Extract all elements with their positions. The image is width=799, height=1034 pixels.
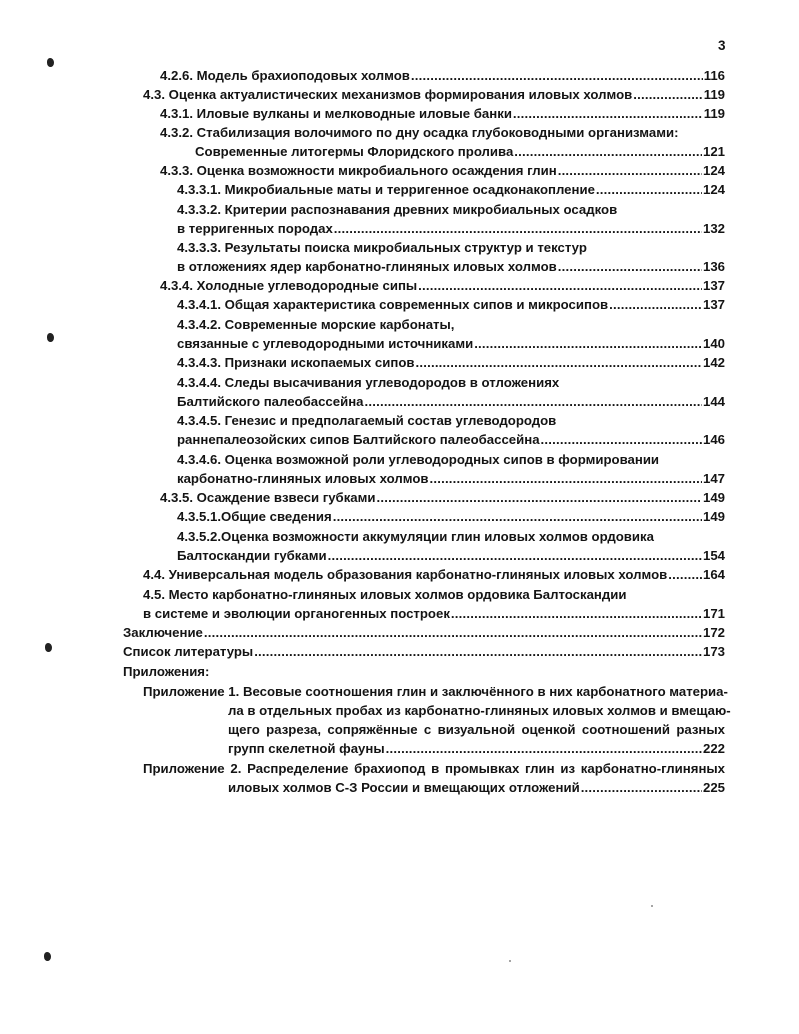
toc-entry-text[interactable]: 4.3.3.2. Критерии распознавания древних микробиальных осадков — [177, 202, 618, 217]
leader-dots — [254, 642, 702, 661]
dust-speck — [651, 905, 653, 907]
punch-hole-mark — [45, 643, 52, 652]
leader-dots — [514, 142, 702, 161]
leader-dots — [558, 161, 702, 180]
toc-entry[interactable]: Заключение ..... 172 — [123, 623, 725, 642]
punch-hole-mark — [44, 952, 51, 961]
appendices-heading: Приложения: — [123, 664, 210, 679]
leader-dots — [429, 469, 702, 488]
leader-dots — [204, 623, 702, 642]
leader-dots — [328, 546, 702, 565]
leader-dots — [668, 565, 702, 584]
appendix-1-line[interactable]: Приложение 1. Весовые соотношения глин и заключённого в них карбонатного материа- — [143, 684, 728, 699]
toc-entry[interactable]: групп скелетной фауны ..... 222 — [228, 739, 725, 758]
toc-entry[interactable]: в системе и эволюции органогенных построек ..... 171 — [143, 604, 725, 623]
appendix-1-line[interactable]: ла в отдельных пробах из карбонатно-глиняных иловых холмов и вмещаю- — [228, 703, 731, 718]
punch-hole-mark — [47, 333, 54, 342]
punch-hole-mark — [47, 58, 54, 67]
leader-dots — [334, 219, 702, 238]
toc-entry[interactable]: в терригенных породах ..... 132 — [177, 219, 725, 238]
leader-dots — [596, 180, 702, 199]
leader-dots — [377, 488, 702, 507]
toc-entry-text[interactable]: 4.3.4.6. Оценка возможной роли углеводородных сипов в формировании — [177, 452, 660, 467]
toc-entry[interactable]: иловых холмов С-З России и вмещающих отложений ..... 225 — [228, 778, 725, 797]
leader-dots — [541, 430, 702, 449]
appendix-2-line[interactable]: Приложение 2. Распределение брахиопод в промывках глин из карбонатно-глиняных — [143, 761, 725, 776]
leader-dots — [609, 295, 702, 314]
toc-entry[interactable]: 4.2.6. Модель брахиоподовых холмов ..... 116 — [160, 66, 725, 85]
toc-entry[interactable]: Список литературы ..... 173 — [123, 642, 725, 661]
leader-dots — [411, 66, 703, 85]
toc-entry-text[interactable]: 4.3.3.3. Результаты поиска микробиальных структур и текстур — [177, 240, 587, 255]
toc-entry-text[interactable]: 4.5. Место карбонатно-глиняных иловых холмов ордовика Балтоскандии — [143, 587, 627, 602]
toc-entry[interactable]: 4.3.4.3. Признаки ископаемых сипов ..... 142 — [177, 353, 725, 372]
toc-entry[interactable]: 4.3.3. Оценка возможности микробиального осаждения глин ..... 124 — [160, 161, 725, 180]
leader-dots — [513, 104, 703, 123]
dust-speck — [509, 960, 511, 962]
toc-entry[interactable]: 4.3.5. Осаждение взвеси губками ..... 149 — [160, 488, 725, 507]
leader-dots — [558, 257, 702, 276]
toc-entry[interactable]: 4.3. Оценка актуалистических механизмов формирования иловых холмов ..... 119 — [143, 85, 725, 104]
toc-entry-text[interactable]: 4.3.4.4. Следы высачивания углеводородов в отложениях — [177, 375, 560, 390]
toc-entry-text[interactable]: 4.3.4.2. Современные морские карбонаты, — [177, 317, 455, 332]
toc-entry[interactable]: 4.3.3.1. Микробиальные маты и терригенное осадконакопление ..... 124 — [177, 180, 725, 199]
toc-entry[interactable]: раннепалеозойских сипов Балтийского палеобассейна ..... 146 — [177, 430, 725, 449]
toc-entry[interactable]: 4.3.5.1.Общие сведения ..... 149 — [177, 507, 725, 526]
toc-entry[interactable]: в отложениях ядер карбонатно-глиняных иловых холмов ..... 136 — [177, 257, 725, 276]
leader-dots — [365, 392, 702, 411]
leader-dots — [633, 85, 702, 104]
leader-dots — [581, 778, 702, 797]
toc-entry-text[interactable]: 4.3.5.2.Оценка возможности аккумуляции глин иловых холмов ордовика — [177, 529, 654, 544]
leader-dots — [451, 604, 702, 623]
toc-entry[interactable]: связанные с углеводородными источниками ..... 140 — [177, 334, 725, 353]
toc-entry[interactable]: Балтийского палеобассейна ..... 144 — [177, 392, 725, 411]
toc-entry[interactable]: 4.4. Универсальная модель образования карбонатно-глиняных иловых холмов ..... 164 — [143, 565, 725, 584]
toc-entry[interactable]: карбонатно-глиняных иловых холмов ..... 147 — [177, 469, 725, 488]
leader-dots — [474, 334, 702, 353]
leader-dots — [416, 353, 702, 372]
toc-entry[interactable]: 4.3.1. Иловые вулканы и мелководные иловые банки ..... 119 — [160, 104, 725, 123]
appendix-1-line[interactable]: щего разреза, сопряжённые с визуальной оценкой соотношений разных — [228, 722, 725, 737]
toc-entry[interactable]: 4.3.4.1. Общая характеристика современных сипов и микросипов ..... 137 — [177, 295, 725, 314]
toc-entry[interactable]: Балтоскандии губками ..... 154 — [177, 546, 725, 565]
leader-dots — [418, 276, 702, 295]
leader-dots — [333, 507, 702, 526]
toc-entry-text[interactable]: 4.3.2. Стабилизация волочимого по дну осадка глубоководными организмами: — [160, 125, 679, 140]
leader-dots — [386, 739, 702, 758]
toc-entry[interactable]: Современные литогермы Флоридского пролива ..... 121 — [195, 142, 725, 161]
page-number: 3 — [718, 38, 726, 53]
toc-entry-text[interactable]: 4.3.4.5. Генезис и предполагаемый состав углеводородов — [177, 413, 557, 428]
toc-entry[interactable]: 4.3.4. Холодные углеводородные сипы ..... 137 — [160, 276, 725, 295]
